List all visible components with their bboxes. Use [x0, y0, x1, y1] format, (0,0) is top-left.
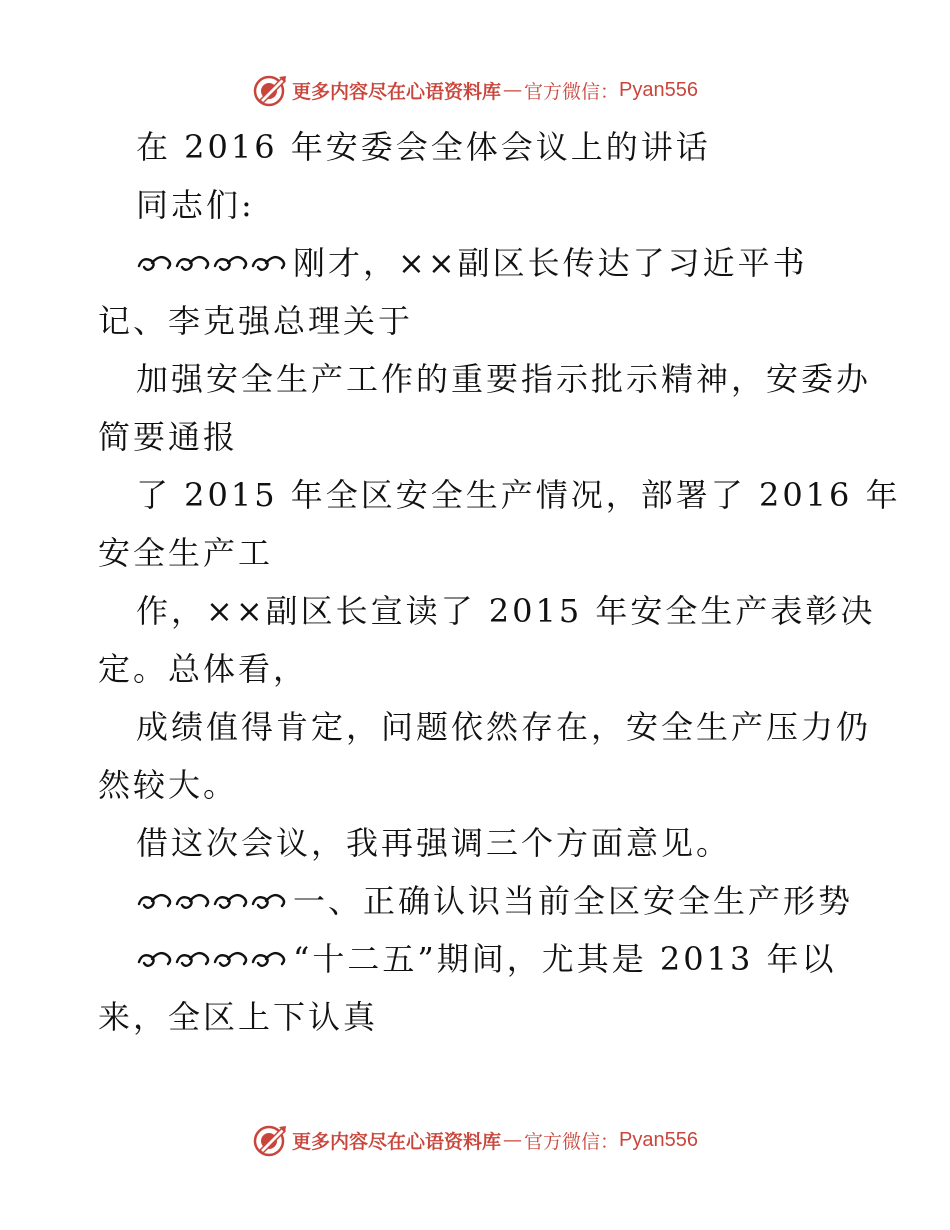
watermark-text: 更多内容尽在心语资料库	[292, 80, 502, 103]
ornament-icon	[136, 889, 291, 911]
watermark-id: Pyan556	[619, 78, 698, 101]
paragraph-line: 记、李克强总理关于	[98, 302, 414, 340]
salutation: 同志们:	[136, 186, 255, 224]
paragraph-line: 来，全区上下认真	[98, 998, 379, 1036]
section-heading: 一、正确认识当前全区安全生产形势	[98, 872, 858, 930]
pen-logo-icon	[252, 72, 288, 108]
paragraph-line: “十二五”期间，尤其是 2013 年以	[98, 930, 858, 988]
watermark-separator: —	[503, 1129, 523, 1151]
footer-watermark	[0, 1120, 950, 1160]
watermark-separator: —	[503, 79, 523, 101]
paragraph-line: 简要通报	[98, 418, 239, 456]
pen-logo-icon	[252, 1122, 288, 1158]
paragraph-line: 借这次会议，我再强调三个方面意见。	[136, 824, 732, 862]
ornament-icon	[136, 251, 291, 273]
watermark-text: 更多内容尽在心语资料库	[292, 1130, 502, 1153]
paragraph-line: 安全生产工	[98, 534, 274, 572]
header-watermark	[0, 70, 950, 110]
watermark-id: Pyan556	[619, 1128, 698, 1151]
paragraph-line: 刚才，××副区长传达了习近平书	[98, 234, 858, 292]
paragraph-line: 作，××副区长宣读了 2015 年安全生产表彰决	[136, 592, 876, 630]
watermark-label: 官方微信：	[524, 1130, 620, 1153]
watermark-label: 官方微信：	[524, 80, 620, 103]
document-title: 在 2016 年安委会全体会议上的讲话	[136, 128, 711, 166]
ornament-icon	[136, 947, 291, 969]
paragraph-line: 然较大。	[98, 766, 239, 804]
paragraph-line: 定。总体看，	[98, 650, 309, 688]
document-body	[98, 118, 901, 1046]
paragraph-line: 了 2015 年全区安全生产情况，部署了 2016 年	[136, 476, 901, 514]
paragraph-line: 加强安全生产工作的重要指示批示精神，安委办	[136, 360, 872, 398]
paragraph-line: 成绩值得肯定，问题依然存在，安全生产压力仍	[136, 708, 872, 746]
